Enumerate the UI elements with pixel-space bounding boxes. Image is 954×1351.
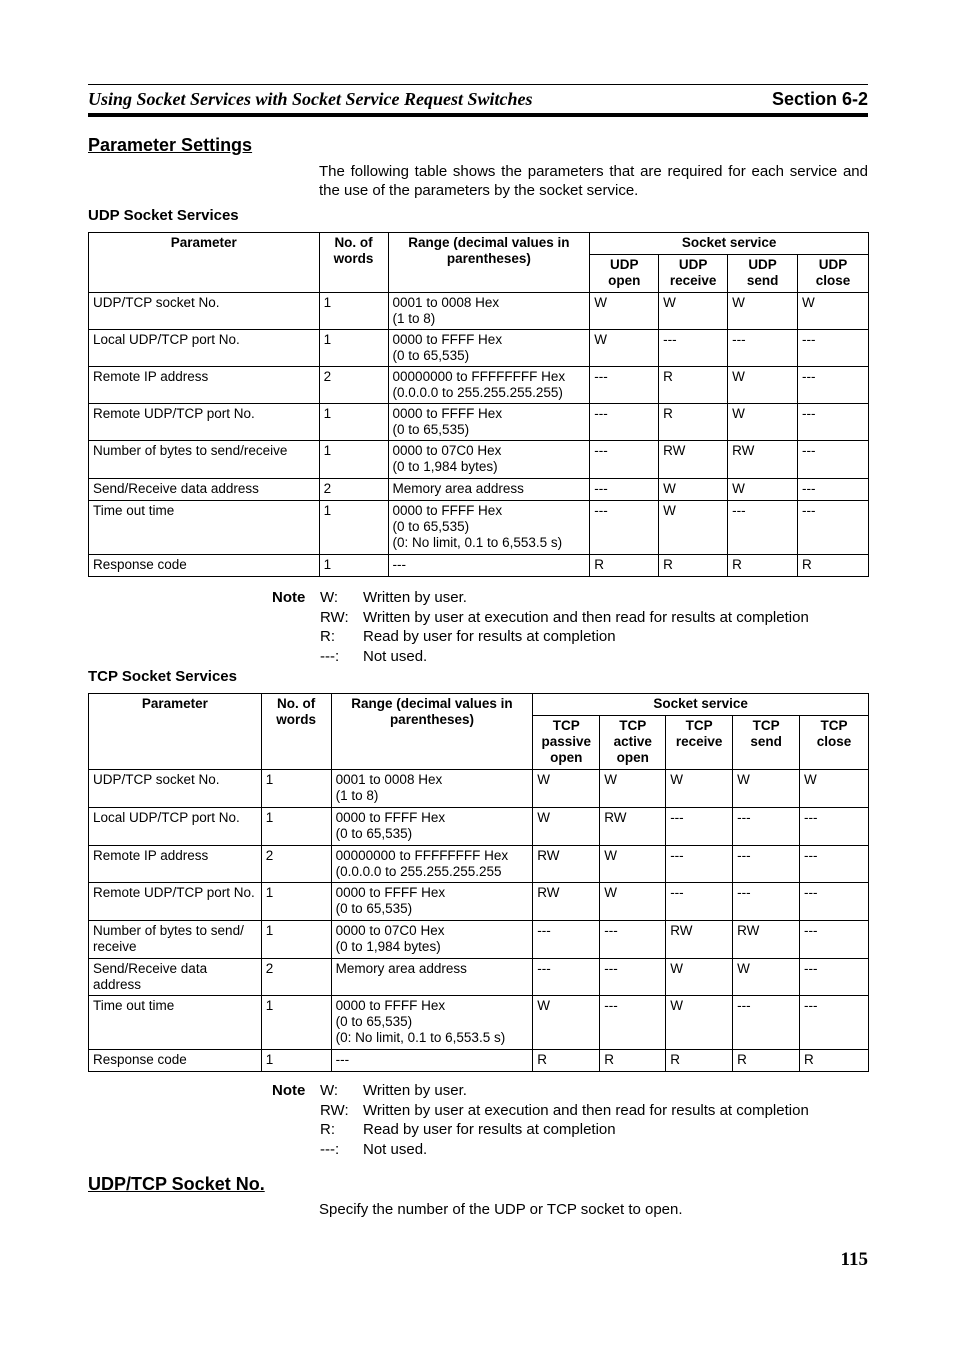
service-cell: --- (800, 808, 869, 846)
param-cell: Remote UDP/TCP port No. (89, 404, 320, 441)
param-cell: Local UDP/TCP port No. (89, 808, 262, 846)
param-cell: UDP/TCP socket No. (89, 293, 320, 330)
service-cell: --- (733, 883, 800, 921)
section-label: Section 6-2 (771, 89, 868, 109)
tcp-note (272, 1081, 872, 1160)
service-cell: R (590, 555, 659, 577)
service-cell: --- (600, 959, 666, 996)
table-row (89, 883, 869, 921)
service-cell: R (800, 1050, 869, 1072)
note-key: R: (320, 1121, 335, 1139)
service-cell: W (733, 770, 800, 808)
running-header-title: Using Socket Services with Socket Service Request Switches (88, 89, 533, 109)
note-key: RW: (320, 608, 349, 626)
range-line: 0000 to 07C0 Hex (335, 923, 445, 938)
range-cell (388, 404, 590, 441)
range-cell (388, 293, 590, 330)
range-line: (0.0.0.0 to 255.255.255.255) (392, 385, 563, 400)
service-cell: --- (600, 921, 666, 959)
table-row (89, 330, 869, 367)
words-cell: 1 (319, 330, 388, 367)
range-line: (0 to 65,535) (392, 348, 470, 363)
page-number: 115 (840, 1249, 868, 1270)
tcp-service-header: TCP close (800, 716, 869, 770)
words-cell: 1 (319, 293, 388, 330)
service-cell: R (659, 555, 728, 577)
param-cell: Time out time (89, 996, 262, 1050)
service-cell: W (659, 501, 728, 555)
range-cell (388, 501, 590, 555)
udp-service-header: UDP receive (659, 255, 728, 293)
range-cell (331, 846, 533, 883)
range-line: (0: No limit, 0.1 to 6,553.5 s) (335, 1030, 506, 1045)
table-row (89, 921, 869, 959)
note-text: Written by user at execution and then read for results at completion (363, 1101, 809, 1119)
service-cell: --- (590, 441, 659, 479)
param-cell: Number of bytes to send/receive (89, 441, 320, 479)
parameter-settings-intro: The following table shows the parameters that are required for each service and the use of the parameters by the socket service. (319, 163, 868, 199)
service-cell: --- (666, 808, 733, 846)
service-cell: --- (798, 367, 869, 404)
udp-col-range: Range (decimal values in parentheses) (388, 233, 590, 293)
udp-note (272, 588, 872, 667)
service-cell: --- (733, 808, 800, 846)
words-cell: 1 (261, 996, 331, 1050)
udp-service-header: UDP close (798, 255, 869, 293)
udp-socket-table (88, 232, 869, 577)
range-line: 0000 to FFFF Hex (335, 885, 446, 900)
range-line: 0000 to FFFF Hex (392, 332, 503, 347)
service-cell: --- (733, 996, 800, 1050)
service-cell: --- (798, 479, 869, 501)
service-cell: --- (666, 846, 733, 883)
param-cell: Send/Receive data address (89, 959, 262, 996)
service-cell: W (666, 959, 733, 996)
service-cell: W (728, 404, 798, 441)
param-cell: Response code (89, 1050, 262, 1072)
note-text: Read by user for results at completion (363, 628, 616, 646)
service-cell: --- (800, 846, 869, 883)
table-row (89, 479, 869, 501)
socket-no-text: Specify the number of the UDP or TCP socket to open. (319, 1201, 683, 1218)
header-rule-bottom (88, 113, 868, 117)
range-line: 0000 to FFFF Hex (335, 998, 446, 1013)
range-line: 0001 to 0008 Hex (392, 295, 500, 310)
range-cell (331, 883, 533, 921)
service-cell: W (659, 293, 728, 330)
param-cell: Remote IP address (89, 367, 320, 404)
table-row (89, 501, 869, 555)
range-line: 0000 to FFFF Hex (335, 810, 446, 825)
param-cell: Local UDP/TCP port No. (89, 330, 320, 367)
range-line: 0000 to 07C0 Hex (392, 443, 502, 458)
service-cell: W (728, 293, 798, 330)
note-item (272, 1140, 872, 1160)
note-item (272, 647, 872, 667)
service-cell: --- (600, 996, 666, 1050)
range-cell (331, 808, 533, 846)
words-cell: 2 (261, 959, 331, 996)
note-key: W: (320, 589, 339, 606)
tcp-col-service: Socket service (533, 694, 869, 716)
service-cell: W (590, 293, 659, 330)
service-cell: --- (728, 330, 798, 367)
service-cell: R (798, 555, 869, 577)
param-cell: Number of bytes to send/ receive (89, 921, 262, 959)
service-cell: --- (659, 330, 728, 367)
service-cell: W (533, 996, 600, 1050)
range-cell (388, 555, 590, 577)
service-cell: --- (666, 883, 733, 921)
table-row (89, 404, 869, 441)
range-line: (0 to 65,535) (335, 1014, 413, 1029)
service-cell: R (666, 1050, 733, 1072)
service-cell: --- (798, 441, 869, 479)
range-line: (0 to 1,984 bytes) (335, 939, 441, 954)
service-cell: W (728, 479, 798, 501)
range-line: 00000000 to FFFFFFFF Hex (335, 848, 509, 863)
words-cell: 1 (261, 1050, 331, 1072)
range-cell (331, 770, 533, 808)
service-cell: W (590, 330, 659, 367)
range-line: 00000000 to FFFFFFFF Hex (392, 369, 566, 384)
service-cell: W (666, 770, 733, 808)
param-cell: Remote UDP/TCP port No. (89, 883, 262, 921)
service-cell: --- (798, 404, 869, 441)
range-line: 0000 to FFFF Hex (392, 503, 503, 518)
note-item (272, 608, 872, 628)
service-cell: RW (659, 441, 728, 479)
service-cell: W (600, 883, 666, 921)
table-row (89, 441, 869, 479)
service-cell: W (733, 959, 800, 996)
words-cell: 1 (261, 921, 331, 959)
note-label: Note (272, 1082, 306, 1099)
words-cell: 2 (261, 846, 331, 883)
note-text: Written by user. (363, 1082, 467, 1099)
table-row (89, 996, 869, 1050)
service-cell: W (533, 770, 600, 808)
note-label: Note (272, 589, 306, 606)
service-cell: --- (733, 846, 800, 883)
service-cell: --- (798, 501, 869, 555)
service-cell: W (659, 479, 728, 501)
range-line: (0 to 65,535) (335, 901, 413, 916)
param-cell: Time out time (89, 501, 320, 555)
words-cell: 2 (319, 479, 388, 501)
words-cell: 2 (319, 367, 388, 404)
tcp-col-parameter: Parameter (89, 694, 262, 770)
note-key: RW: (320, 1101, 349, 1119)
range-line: 0001 to 0008 Hex (335, 772, 443, 787)
range-line: (0 to 65,535) (335, 826, 413, 841)
service-cell: R (728, 555, 798, 577)
param-cell: Response code (89, 555, 320, 577)
range-cell (331, 1050, 533, 1072)
param-cell: Remote IP address (89, 846, 262, 883)
range-cell (331, 996, 533, 1050)
note-item (272, 627, 872, 647)
range-line: Memory area address (335, 961, 467, 976)
service-cell: W (600, 770, 666, 808)
service-cell: --- (798, 330, 869, 367)
note-text: Not used. (363, 648, 428, 666)
table-row (89, 770, 869, 808)
service-cell: W (666, 996, 733, 1050)
note-item (272, 588, 872, 608)
words-cell: 1 (261, 770, 331, 808)
tcp-service-header: TCP receive (666, 716, 733, 770)
range-line: --- (335, 1052, 350, 1067)
note-text: Not used. (363, 1141, 428, 1159)
service-cell: RW (728, 441, 798, 479)
socket-no-heading: UDP/TCP Socket No. (88, 1174, 265, 1194)
udp-col-parameter: Parameter (89, 233, 320, 293)
service-cell: --- (800, 996, 869, 1050)
note-item (272, 1120, 872, 1140)
note-text: Written by user. (363, 589, 467, 606)
service-cell: --- (590, 367, 659, 404)
parameter-settings-heading: Parameter Settings (88, 135, 253, 155)
service-cell: RW (533, 883, 600, 921)
note-key: W: (320, 1082, 339, 1099)
range-line: (0 to 65,535) (392, 519, 470, 534)
words-cell: 1 (319, 555, 388, 577)
note-text: Read by user for results at completion (363, 1121, 616, 1139)
table-row (89, 808, 869, 846)
service-cell: --- (590, 501, 659, 555)
udp-service-header: UDP send (728, 255, 798, 293)
service-cell: W (728, 367, 798, 404)
range-line: (0 to 65,535) (392, 422, 470, 437)
range-cell (388, 441, 590, 479)
table-row (89, 846, 869, 883)
range-cell (331, 959, 533, 996)
service-cell: --- (800, 921, 869, 959)
table-row (89, 1050, 869, 1072)
service-cell: W (798, 293, 869, 330)
tcp-col-range: Range (decimal values in parentheses) (331, 694, 533, 770)
tcp-service-header: TCP active open (600, 716, 666, 770)
range-cell (388, 367, 590, 404)
range-cell (388, 479, 590, 501)
table-row (89, 367, 869, 404)
range-cell (388, 330, 590, 367)
service-cell: RW (733, 921, 800, 959)
service-cell: --- (800, 883, 869, 921)
service-cell: --- (533, 959, 600, 996)
header-rule-top (88, 84, 868, 85)
udp-col-service: Socket service (590, 233, 869, 255)
udp-heading: UDP Socket Services (88, 207, 239, 224)
range-line: (1 to 8) (392, 311, 436, 326)
note-item (272, 1081, 872, 1101)
param-cell: UDP/TCP socket No. (89, 770, 262, 808)
range-line: Memory area address (392, 481, 524, 496)
service-cell: R (600, 1050, 666, 1072)
service-cell: RW (600, 808, 666, 846)
note-key: ---: (320, 648, 340, 666)
table-row (89, 555, 869, 577)
service-cell: --- (590, 404, 659, 441)
service-cell: R (733, 1050, 800, 1072)
tcp-socket-table (88, 693, 869, 1072)
service-cell: W (800, 770, 869, 808)
range-line: 0000 to FFFF Hex (392, 406, 503, 421)
note-key: ---: (320, 1141, 340, 1159)
tcp-heading: TCP Socket Services (88, 668, 237, 685)
words-cell: 1 (319, 441, 388, 479)
note-text: Written by user at execution and then read for results at completion (363, 608, 809, 626)
range-line: (0: No limit, 0.1 to 6,553.5 s) (392, 535, 563, 550)
words-cell: 1 (261, 808, 331, 846)
udp-col-words: No. of words (319, 233, 388, 293)
range-line: (1 to 8) (335, 788, 379, 803)
tcp-service-header: TCP send (733, 716, 800, 770)
words-cell: 1 (261, 883, 331, 921)
service-cell: --- (800, 959, 869, 996)
service-cell: W (600, 846, 666, 883)
words-cell: 1 (319, 404, 388, 441)
service-cell: R (533, 1050, 600, 1072)
service-cell: --- (728, 501, 798, 555)
param-cell: Send/Receive data address (89, 479, 320, 501)
tcp-service-header: TCP passive open (533, 716, 600, 770)
service-cell: --- (533, 921, 600, 959)
udp-service-header: UDP open (590, 255, 659, 293)
note-item (272, 1101, 872, 1121)
table-row (89, 959, 869, 996)
range-line: (0.0.0.0 to 255.255.255.255 (335, 864, 502, 879)
service-cell: --- (590, 479, 659, 501)
service-cell: W (533, 808, 600, 846)
service-cell: RW (666, 921, 733, 959)
range-line: (0 to 1,984 bytes) (392, 459, 498, 474)
table-row (89, 293, 869, 330)
words-cell: 1 (319, 501, 388, 555)
service-cell: RW (533, 846, 600, 883)
tcp-col-words: No. of words (261, 694, 331, 770)
range-cell (331, 921, 533, 959)
range-line: --- (392, 557, 407, 572)
service-cell: R (659, 367, 728, 404)
service-cell: R (659, 404, 728, 441)
note-key: R: (320, 628, 335, 646)
